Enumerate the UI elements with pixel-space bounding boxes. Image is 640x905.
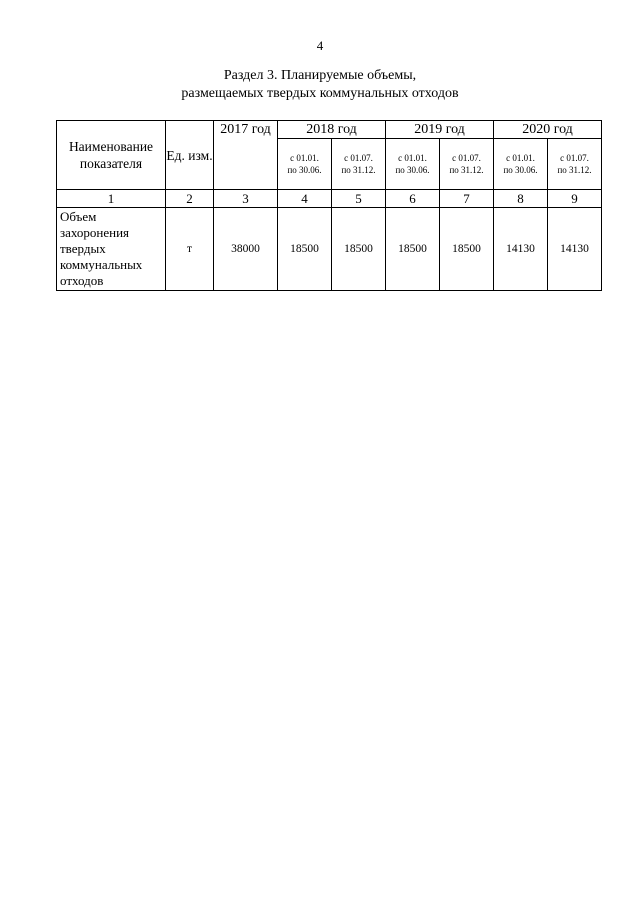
period-from: с 01.07. (344, 153, 373, 163)
column-number: 9 (548, 190, 602, 208)
indicator-name-cell (57, 208, 166, 291)
period-to: по 31.12. (449, 165, 484, 175)
period-to: по 30.06. (287, 165, 322, 175)
column-number: 4 (278, 190, 332, 208)
value-cell-2020-h2: 14130 (548, 208, 602, 291)
period-to: по 31.12. (341, 165, 376, 175)
section-title (0, 67, 640, 103)
value-cell-2019-h2: 18500 (440, 208, 494, 291)
header-unit: Ед. изм. (166, 121, 214, 190)
header-indicator-name: Наименование показателя (57, 121, 166, 190)
section-title-line-1: Раздел 3. Планируемые объемы, (223, 68, 417, 83)
header-year-2019: 2019 год (386, 121, 494, 139)
indicator-name-line: твердых (60, 241, 106, 256)
header-year-2020: 2020 год (494, 121, 602, 139)
header-period (440, 139, 494, 190)
header-period (386, 139, 440, 190)
header-period (332, 139, 386, 190)
indicator-name-line: коммунальных (60, 257, 143, 272)
value-cell-2018-h2: 18500 (332, 208, 386, 291)
value-cell-2020-h1: 14130 (494, 208, 548, 291)
indicator-name-line: Объем (60, 209, 97, 224)
value-cell-2018-h1: 18500 (278, 208, 332, 291)
column-number: 3 (214, 190, 278, 208)
section-title-line-2: размещаемых твердых коммунальных отходов (181, 86, 459, 101)
column-number: 8 (494, 190, 548, 208)
column-number: 2 (166, 190, 214, 208)
header-period (494, 139, 548, 190)
unit-cell: т (166, 208, 214, 291)
value-cell-2017: 38000 (214, 208, 278, 291)
period-to: по 30.06. (395, 165, 430, 175)
period-from: с 01.01. (290, 153, 319, 163)
header-period (278, 139, 332, 190)
waste-volume-table (56, 120, 602, 291)
column-number: 7 (440, 190, 494, 208)
column-number: 5 (332, 190, 386, 208)
period-from: с 01.01. (506, 153, 535, 163)
value-cell-2019-h1: 18500 (386, 208, 440, 291)
period-to: по 30.06. (503, 165, 538, 175)
period-to: по 31.12. (557, 165, 592, 175)
header-period (548, 139, 602, 190)
header-year-2018: 2018 год (278, 121, 386, 139)
page-number: 4 (316, 38, 324, 53)
indicator-name-line: захоронения (60, 225, 130, 240)
column-number: 6 (386, 190, 440, 208)
column-number-row (57, 190, 602, 208)
column-number: 1 (57, 190, 166, 208)
table-row (57, 208, 602, 291)
period-from: с 01.01. (398, 153, 427, 163)
period-from: с 01.07. (560, 153, 589, 163)
header-year-2017: 2017 год (214, 121, 278, 190)
period-from: с 01.07. (452, 153, 481, 163)
indicator-name-line: отходов (60, 273, 104, 288)
